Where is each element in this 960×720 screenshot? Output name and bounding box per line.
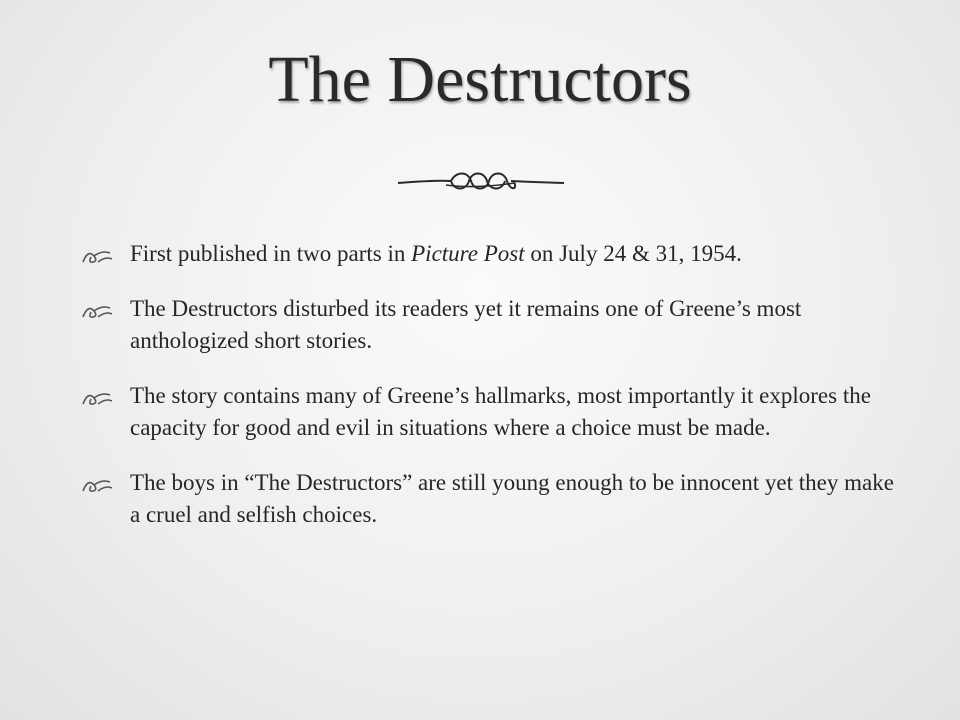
scroll-bullet-icon: [80, 302, 114, 320]
list-item: [80, 380, 900, 444]
list-item: [80, 238, 900, 270]
bullet-text: The boys in “The Destructors” are still young enough to be innocent yet they make a cruel and selfish choices.: [130, 470, 894, 527]
bullet-text-post: on July 24 & 31, 1954.: [524, 241, 742, 266]
bullet-text: The Destructors disturbed its readers yet it remains one of Greene’s most anthologized short stories.: [130, 296, 802, 353]
bullet-list: [80, 238, 900, 531]
scroll-bullet-icon: [80, 476, 114, 494]
flourish-divider-icon: [396, 168, 566, 198]
bullet-text: The story contains many of Greene’s hallmarks, most importantly it explores the capacity for good and evil in situations where a choice must be made.: [130, 383, 871, 440]
scroll-bullet-icon: [80, 389, 114, 407]
bullet-text-pre: First published in two parts in: [130, 241, 412, 266]
list-item: [80, 467, 900, 531]
list-item: [80, 293, 900, 357]
slide-title: The Destructors: [268, 43, 692, 116]
publication-name: Picture Post: [411, 241, 525, 266]
scroll-bullet-icon: [80, 247, 114, 265]
